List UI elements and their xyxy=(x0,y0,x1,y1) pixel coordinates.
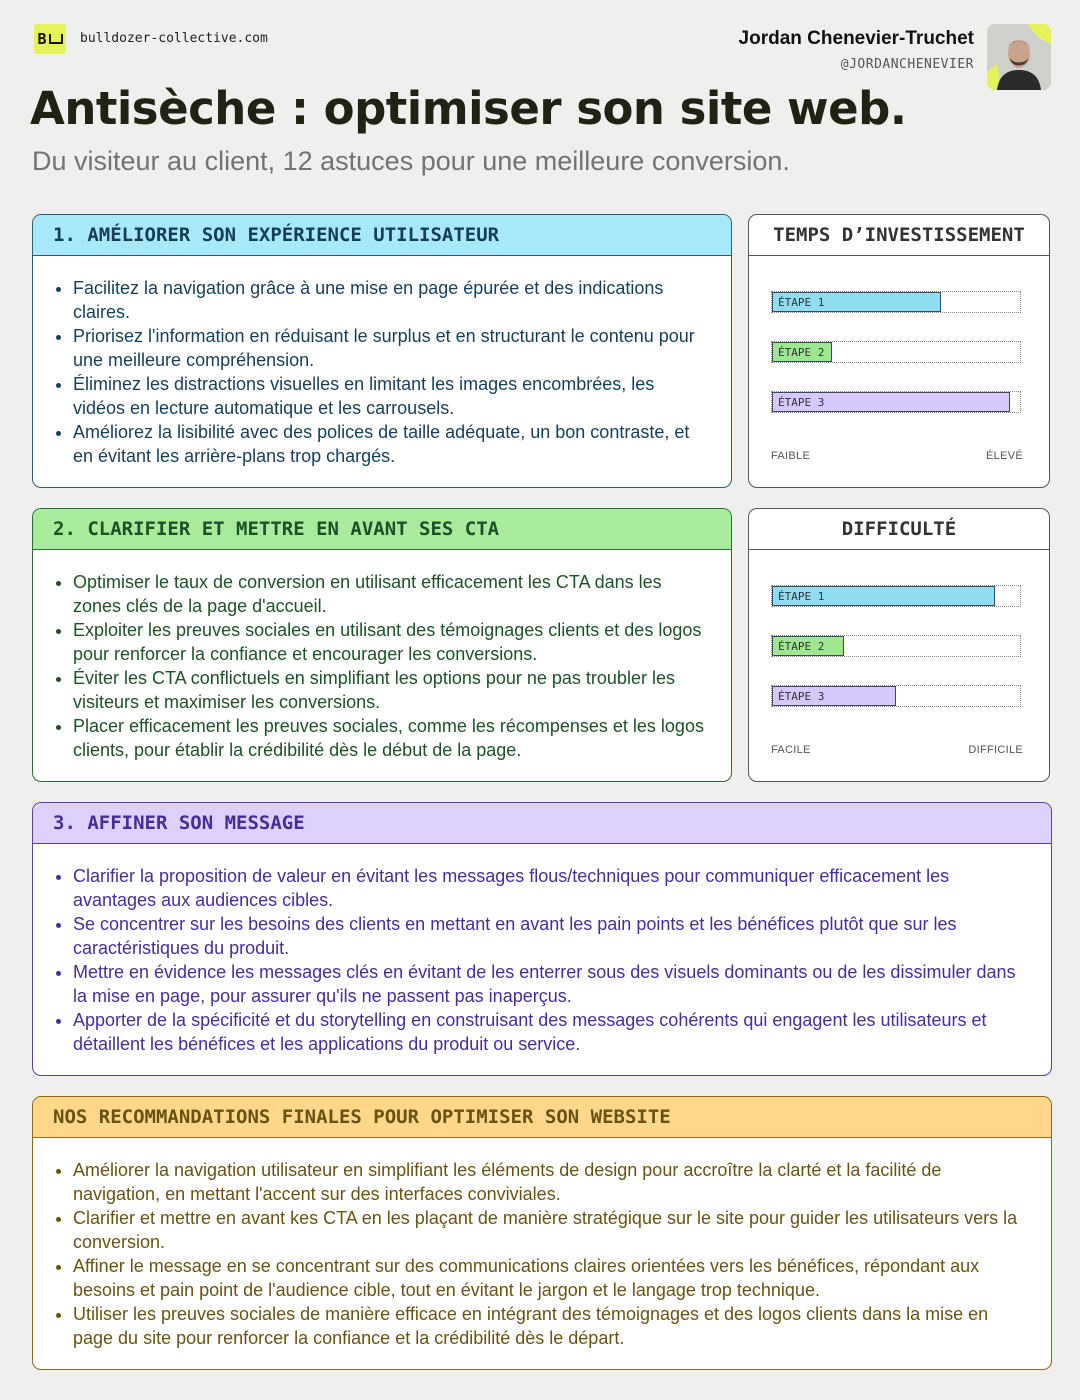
final-recommendations-list xyxy=(33,1138,1051,1350)
list-item: • Améliorez la lisibilité avec des polices de taille adéquate, un bon contraste, et en évitant les arrière-plans trop chargés. xyxy=(73,420,711,468)
list-item: • Exploiter les preuves sociales en utilisant des témoignages clients et des logos pour renforcer la confiance et encourager les conversions. xyxy=(73,618,711,666)
investment-time-panel xyxy=(748,214,1050,488)
investment-bar-step-1 xyxy=(771,291,1021,313)
section-message-list xyxy=(33,844,1051,1056)
list-item: • Affiner le message en se concentrant sur des communications claires orientées vers les bénéfices, répondant aux besoins et pain point de l'audience cible, tout en évitant le jargon et le langage trop technique. xyxy=(73,1254,1031,1302)
list-item: • Clarifier la proposition de valeur en évitant les messages flous/techniques pour communiquer efficacement les avantages aux audiences cibles. xyxy=(73,864,1031,912)
section-cta-list xyxy=(33,550,731,762)
list-item: • Placer efficacement les preuves sociales, comme les récompenses et les logos clients, pour établir la crédibilité dès le début de la page. xyxy=(73,714,711,762)
section-message-title: 3. AFFINER SON MESSAGE xyxy=(33,803,1051,844)
investment-bar-step-3 xyxy=(771,391,1021,413)
bar-label: ÉTAPE 2 xyxy=(778,346,825,359)
author-avatar xyxy=(987,24,1051,90)
list-item: • Améliorer la navigation utilisateur en simplifiant les éléments de design pour accroître la clarté et la facilité de navigation, en mettant l'accent sur des interfaces conviviales. xyxy=(73,1158,1031,1206)
section-ux-list xyxy=(33,256,731,468)
list-item: • Optimiser le taux de conversion en utilisant efficacement les CTA dans les zones clés de la page d'accueil. xyxy=(73,570,711,618)
list-item: • Facilitez la navigation grâce à une mise en page épurée et des indications claires. xyxy=(73,276,711,324)
difficulty-bar-step-1 xyxy=(771,585,1021,607)
investment-time-title: TEMPS D’INVESTISSEMENT xyxy=(749,215,1049,256)
final-recommendations-title: NOS RECOMMANDATIONS FINALES POUR OPTIMISER SON WEBSITE xyxy=(33,1097,1051,1138)
section-ux-title: 1. AMÉLIORER SON EXPÉRIENCE UTILISATEUR xyxy=(33,215,731,256)
site-url[interactable]: bulldozer-collective.com xyxy=(80,31,268,46)
page-title: Antisèche : optimiser son site web. xyxy=(30,82,907,135)
list-item: • Clarifier et mettre en avant kes CTA en les plaçant de manière stratégique sur le site pour guider les utilisateurs vers la conversion. xyxy=(73,1206,1031,1254)
list-item: • Mettre en évidence les messages clés en évitant de les enterrer sous des visuels dominants ou de les dissimuler dans la mise en page, pour assurer qu'ils ne passent pas inaperçus. xyxy=(73,960,1031,1008)
author-name: Jordan Chenevier-Truchet xyxy=(738,28,974,49)
brand-logo[interactable]: B xyxy=(34,24,66,54)
section-message-card xyxy=(32,802,1052,1076)
list-item: • Apporter de la spécificité et du storytelling en construisant des messages cohérents qui engagent les utilisateurs et détaillent les bénéfices et les applications du produit ou service. xyxy=(73,1008,1031,1056)
difficulty-bar-step-3 xyxy=(771,685,1021,707)
scale-high-label: ÉLEVÉ xyxy=(986,450,1023,462)
difficulty-bar-step-2 xyxy=(771,635,1021,657)
list-item: • Éviter les CTA conflictuels en simplifiant les options pour ne pas troubler les visiteurs et maximiser les conversions. xyxy=(73,666,711,714)
list-item: • Utiliser les preuves sociales de manière efficace en intégrant des témoignages et des logos clients dans la mise en page du site pour renforcer la confiance et la crédibilité dès le départ. xyxy=(73,1302,1031,1350)
section-cta-title: 2. CLARIFIER ET METTRE EN AVANT SES CTA xyxy=(33,509,731,550)
list-item: • Priorisez l'information en réduisant le surplus et en structurant le contenu pour une meilleure compréhension. xyxy=(73,324,711,372)
bar-label: ÉTAPE 2 xyxy=(778,640,825,653)
scale-high-label: DIFFICILE xyxy=(968,744,1023,756)
bar-label: ÉTAPE 3 xyxy=(778,396,825,409)
difficulty-title: DIFFICULTÉ xyxy=(749,509,1049,550)
section-cta-card xyxy=(32,508,732,782)
section-ux-card xyxy=(32,214,732,488)
final-recommendations-card xyxy=(32,1096,1052,1370)
bar-label: ÉTAPE 1 xyxy=(778,296,825,309)
page-subtitle: Du visiteur au client, 12 astuces pour une meilleure conversion. xyxy=(32,146,790,176)
author-handle: @JORDANCHENEVIER xyxy=(840,57,974,72)
difficulty-panel xyxy=(748,508,1050,782)
investment-bar-step-2 xyxy=(771,341,1021,363)
bar-label: ÉTAPE 3 xyxy=(778,690,825,703)
list-item: • Éliminez les distractions visuelles en limitant les images encombrées, les vidéos en lecture automatique et les carrousels. xyxy=(73,372,711,420)
list-item: • Se concentrer sur les besoins des clients en mettant en avant les pain points et les bénéfices plutôt que sur les caractéristiques du produit. xyxy=(73,912,1031,960)
avatar-portrait-icon xyxy=(987,24,1051,90)
scale-low-label: FAIBLE xyxy=(771,450,811,462)
bar-label: ÉTAPE 1 xyxy=(778,590,825,603)
scale-low-label: FACILE xyxy=(771,744,811,756)
